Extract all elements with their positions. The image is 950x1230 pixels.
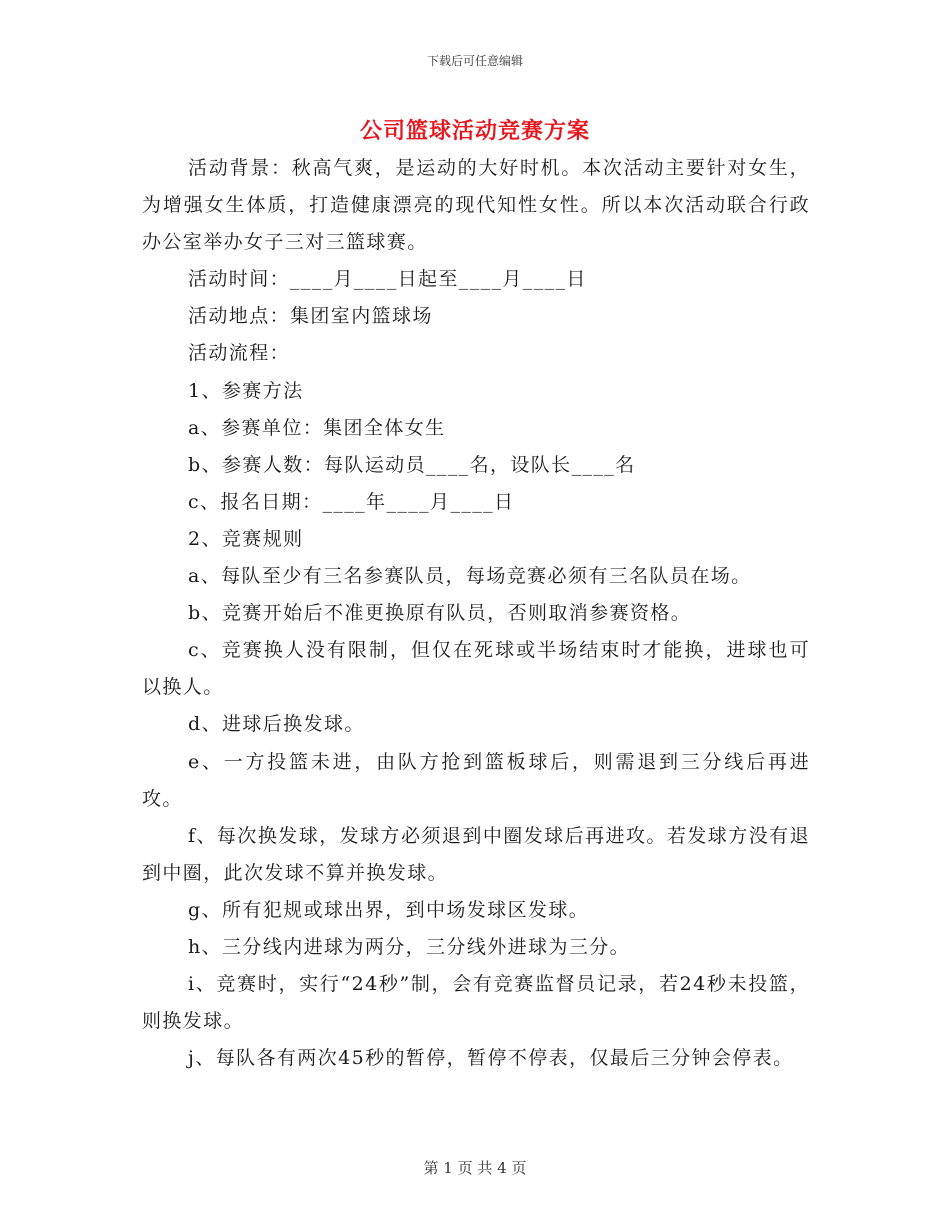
list-item: j、每队各有两次45秒的暂停，暂停不停表，仅最后三分钟会停表。 xyxy=(188,1047,794,1070)
list-item: b、参赛人数：每队运动员____名，设队长____名 xyxy=(188,453,636,476)
list-item: a、参赛单位：集团全体女生 xyxy=(188,416,446,439)
document-body xyxy=(142,150,810,1077)
paragraph-process-heading: 活动流程： xyxy=(188,342,291,365)
paragraph-location: 活动地点：集团室内篮球场 xyxy=(188,305,433,328)
paragraph-background: 活动背景：秋高气爽，是运动的大好时机。本次活动主要针对女生，为增强女生体质，打造健康漂亮的现代知性女性。所以本次活动联合行政办公室举办女子三对三篮球赛。 xyxy=(142,157,810,254)
section-heading-rules: 2、竞赛规则 xyxy=(188,527,304,550)
list-item: b、竞赛开始后不准更换原有队员，否则取消参赛资格。 xyxy=(188,602,692,625)
list-item: c、竞赛换人没有限制，但仅在死球或半场结束时才能换，进球也可以换人。 xyxy=(142,639,810,699)
list-item: h、三分线内进球为两分，三分线外进球为三分。 xyxy=(188,935,631,958)
list-item: i、竞赛时，实行“24秒”制，会有竞赛监督员记录，若24秒未投篮，则换发球。 xyxy=(142,973,810,1033)
section-heading-participation: 1、参赛方法 xyxy=(188,379,304,402)
list-item: a、每队至少有三名参赛队员，每场竞赛必须有三名队员在场。 xyxy=(188,565,752,588)
page-number: 第 1 页 共 4 页 xyxy=(423,1159,527,1177)
list-item: d、进球后换发球。 xyxy=(188,713,365,736)
document-title: 公司篮球活动竞赛方案 xyxy=(359,118,590,144)
paragraph-time: 活动时间：____月____日起至____月____日 xyxy=(188,268,587,291)
list-item: e、一方投篮未进，由队方抢到篮板球后，则需退到三分线后再进攻。 xyxy=(142,750,810,810)
list-item: f、每次换发球，发球方必须退到中圈发球后再进攻。若发球方没有退到中圈，此次发球不算并换发球。 xyxy=(142,824,810,884)
list-item: c、报名日期：____年____月____日 xyxy=(188,490,515,513)
page-header-note: 下载后可任意编辑 xyxy=(426,54,523,68)
list-item: g、所有犯规或球出界，到中场发球区发球。 xyxy=(188,898,590,921)
